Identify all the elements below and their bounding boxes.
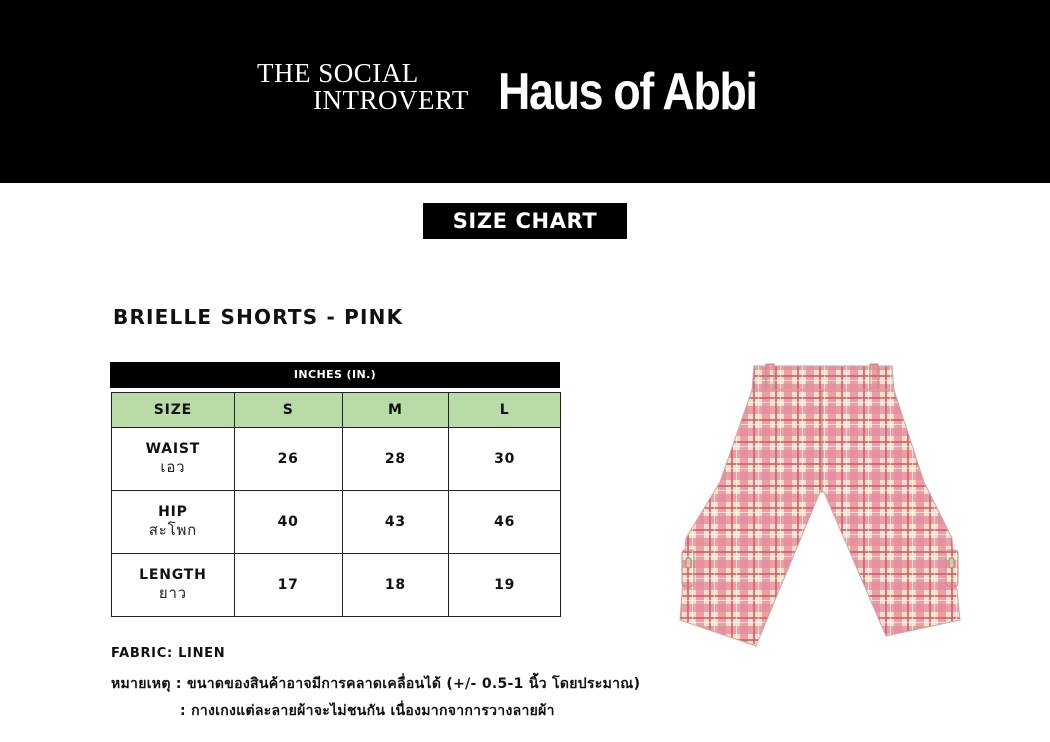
table-cell: 46: [449, 491, 561, 554]
size-l-header: L: [449, 393, 561, 428]
haus-of-abbi-logo: Haus of Abbi: [498, 63, 757, 121]
size-table: [111, 392, 561, 617]
logo-line-1: THE SOCIAL: [257, 58, 419, 88]
table-cell: 26: [234, 428, 342, 491]
table-cell: 17: [234, 554, 342, 617]
brand-header: [0, 0, 1050, 183]
the-social-introvert-logo: [257, 60, 469, 114]
table-cell: 18: [342, 554, 449, 617]
row-label-waist: [112, 428, 235, 491]
table-cell: 30: [449, 428, 561, 491]
label-en: WAIST: [145, 441, 201, 457]
size-s-header: S: [234, 393, 342, 428]
table-row: [112, 428, 561, 491]
pink-plaid-shorts-icon: [674, 362, 966, 652]
table-header-row: [112, 393, 561, 428]
label-en: LENGTH: [139, 567, 207, 583]
table-cell: 28: [342, 428, 449, 491]
row-label-hip: [112, 491, 235, 554]
table-row: [112, 554, 561, 617]
unit-label: INCHES (IN.): [110, 362, 560, 388]
label-th: สะโพก: [148, 521, 198, 539]
row-label-length: [112, 554, 235, 617]
size-header: SIZE: [112, 393, 235, 428]
label-th: ยาว: [158, 584, 187, 602]
size-m-header: M: [342, 393, 449, 428]
table-cell: 19: [449, 554, 561, 617]
note-line-2: : กางเกงแต่ละลายผ้าจะไม่ชนกัน เนื่องมากจาการวางลายผ้า: [180, 703, 555, 719]
label-th: เอว: [160, 458, 186, 476]
table-cell: 40: [234, 491, 342, 554]
note-line-1: หมายเหตุ : ขนาดของสินค้าอาจมีการคลาดเคลื่อนได้ (+/- 0.5-1 นิ้ว โดยประมาณ): [111, 676, 641, 692]
label-en: HIP: [158, 504, 188, 520]
fabric-info: FABRIC: LINEN: [111, 646, 226, 661]
table-row: [112, 491, 561, 554]
table-cell: 43: [342, 491, 449, 554]
logo-line-2: INTROVERT: [313, 85, 469, 115]
size-chart-badge: SIZE CHART: [423, 203, 627, 239]
product-title: BRIELLE SHORTS - PINK: [113, 305, 404, 329]
